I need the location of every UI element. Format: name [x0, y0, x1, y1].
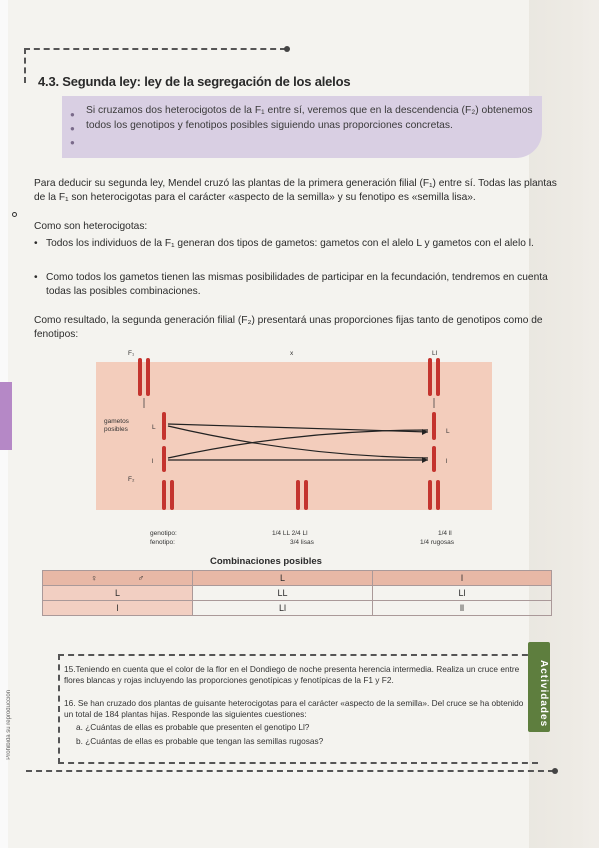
chromosome-icon	[296, 480, 300, 510]
phenotype-label: fenotipo:	[150, 539, 175, 546]
intro-text: Si cruzamos dos heterocigotos de la F₁ entre sí, veremos que en la descendencia (F₂) obtenemos todos los genotipos y fenotipos posibles siguiendo unas proporciones concretas.	[86, 105, 533, 131]
cross-symbol: x	[290, 350, 294, 357]
chromosome-icon	[436, 480, 440, 510]
genotype-label: genotipo:	[150, 530, 177, 537]
activity-16a: a. ¿Cuántas de ellas es probable que presenten el genotipo Ll?	[76, 722, 310, 732]
activities-tab-label: Actividades	[538, 660, 549, 728]
chromosome-icon	[146, 358, 150, 396]
dashed-border-bottom	[26, 770, 554, 772]
chromosome-icon	[436, 358, 440, 396]
page-tab-marker	[0, 382, 12, 450]
table-cell: LL	[193, 586, 373, 601]
gametes-label: gametos posibles	[104, 418, 129, 433]
bullet-1: • Todos los individuos de la F₁ generan dos tipos de gametos: gametos con el alelo L y gametos con el alelo l.	[34, 237, 566, 251]
table-header-cell: L	[193, 571, 373, 586]
f1-left-label: F₁	[128, 350, 135, 357]
table-header-cell: l	[373, 571, 552, 586]
table-cell: l	[43, 601, 193, 616]
paragraph-2: Como son heterocigotas:	[34, 221, 148, 232]
chromosome-icon	[138, 358, 142, 396]
paragraph-1: Para deducir su segunda ley, Mendel cruzó las plantas de la primera generación filial (F₁) entre sí. Todas las plantas de la F₁ son heterocigotas para el carácter «aspecto de la semilla» y su fenotipo es «semilla lisa».	[34, 178, 557, 203]
allele-right-top: L	[446, 428, 450, 435]
activity-15: 15.Teniendo en cuenta que el color de la flor en el Dondiego de noche presenta herencia intermedia. Realiza un cruce entre flores blancas y rojas incluyendo las proporciones genotípicas y fenotípicas de la F1 y F2.	[64, 664, 520, 685]
dashed-border-top	[24, 48, 286, 50]
f1-right-label: Ll	[432, 350, 438, 357]
gamete-chromosome-icon	[162, 412, 166, 440]
combinations-table	[42, 570, 552, 616]
allele-left-bottom: l	[152, 458, 154, 465]
dashed-border-left	[24, 48, 26, 83]
table-cell: L	[43, 586, 193, 601]
gamete-chromosome-icon	[162, 446, 166, 472]
table-cell: Ll	[373, 586, 552, 601]
combinations-title: Combinaciones posibles	[210, 556, 322, 567]
bullet-2: • Como todos los gametos tienen las mismas posibilidades de participar en la fecundación, tendremos en cuenta todas las posibles combinaciones.	[34, 271, 566, 299]
gamete-chromosome-icon	[432, 446, 436, 472]
allele-left-top: L	[152, 424, 156, 431]
allele-right-bottom: l	[446, 458, 448, 465]
genotype-recessive: 1/4 ll	[438, 530, 452, 537]
activity-16: 16. Se han cruzado dos plantas de guisante heterocigotas para el carácter «aspecto de la semilla». Del cruce se ha obtenido un total de 184 plantas hijas. Responde las siguientes cuestiones:	[64, 698, 524, 719]
chromosome-icon	[170, 480, 174, 510]
paragraph-3: Como resultado, la segunda generación filial (F₂) presentará unas proporciones fijas tanto de genotipos como de fenotipos:	[34, 315, 543, 340]
chromosome-icon	[162, 480, 166, 510]
table-header-cell: ♀ ♂	[43, 571, 193, 586]
table-row	[43, 601, 552, 616]
table-cell: ll	[373, 601, 552, 616]
intro-bullet-dots: ● ● ●	[70, 110, 75, 147]
activity-16b: b. ¿Cuántas de ellas es probable que tengan las semillas rugosas?	[76, 736, 324, 746]
chromosome-icon	[428, 480, 432, 510]
chromosome-icon	[304, 480, 308, 510]
binder-hole	[12, 212, 17, 217]
table-row	[43, 586, 552, 601]
table-cell: Ll	[193, 601, 373, 616]
chromosome-icon	[428, 358, 432, 396]
f2-label: F₂	[128, 476, 135, 483]
table-header-row	[43, 571, 552, 586]
gamete-chromosome-icon	[432, 412, 436, 440]
section-title: 4.3. Segunda ley: ley de la segregación de los alelos	[38, 74, 351, 89]
segregation-diagram-graphics	[96, 346, 496, 546]
genotype-values: 1/4 LL 2/4 Ll	[272, 530, 308, 537]
phenotype-recessive: 1/4 rugosas	[420, 539, 454, 546]
phenotype-dominant: 3/4 lisas	[290, 539, 314, 546]
activities-box-left-border	[58, 654, 60, 764]
copyright-side-note: Prohibida su reproducción	[6, 690, 12, 760]
